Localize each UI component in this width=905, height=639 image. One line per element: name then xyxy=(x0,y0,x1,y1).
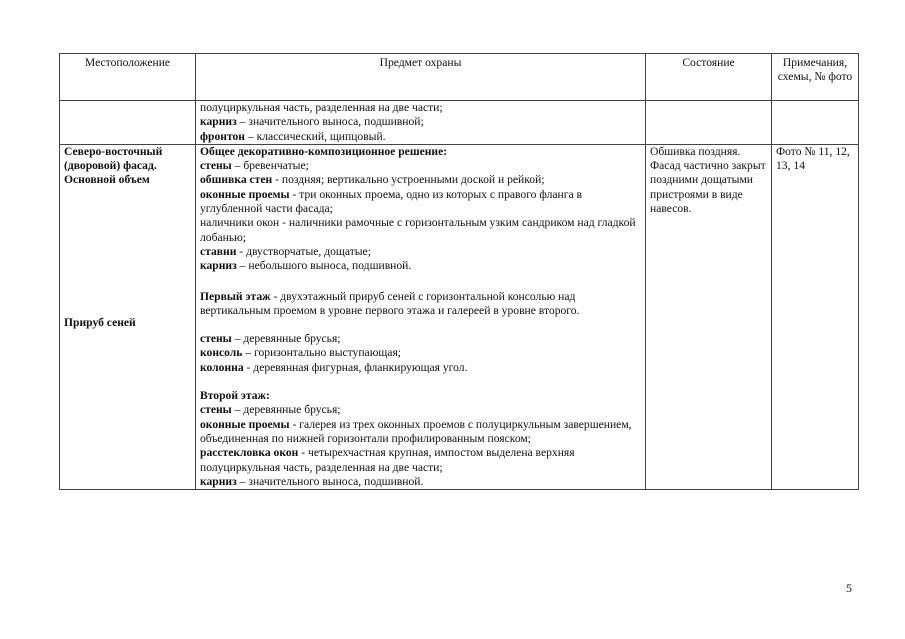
list-item xyxy=(200,418,641,447)
list-item xyxy=(200,475,641,489)
item-term: карниз xyxy=(200,115,237,129)
item-text: наличники окон - наличники рамочные с горизонтальным узким сандриком над гладкой лобанью; xyxy=(200,216,636,244)
item-term: ставни xyxy=(200,244,237,258)
second-floor-heading: Второй этаж: xyxy=(200,389,270,403)
table-row-northeast-facade xyxy=(60,144,859,489)
list-item xyxy=(200,101,641,115)
item-text: - галерея из трех оконных проемов с полуциркульным завершением, объединенная по нижней горизонтали профилированным пояском; xyxy=(200,417,632,445)
location-main-facade: Северо-восточный (дворовой) фасад. Основной объем xyxy=(64,144,163,187)
list-item xyxy=(200,216,641,245)
continuation-list xyxy=(200,101,641,144)
list-item xyxy=(200,188,641,217)
list-item xyxy=(200,173,641,187)
item-text: полуциркульная часть, разделенная на две части; xyxy=(200,101,443,114)
item-text: – деревянные брусья; xyxy=(231,332,341,346)
table-row-continuation xyxy=(60,101,859,145)
item-term: стены xyxy=(200,332,232,346)
header-condition: Состояние xyxy=(646,54,772,101)
item-text: - поздняя; вертикально устроенными доской и рейкой; xyxy=(272,173,545,187)
list-item xyxy=(200,332,641,346)
cell-location xyxy=(60,144,196,489)
item-term: стены xyxy=(200,403,232,417)
list-item xyxy=(200,115,641,129)
cell-condition-empty xyxy=(646,101,772,145)
first-floor-text: - двухэтажный прируб сеней с горизонтальной консолью над вертикальным проемом в уровне первого этажа и галереей в уровне второго. xyxy=(200,289,580,317)
header-notes: Примечания, схемы, № фото xyxy=(772,54,859,101)
cell-subject xyxy=(196,144,646,489)
item-text: - деревянная фигурная, фланкирующая угол. xyxy=(243,360,468,374)
header-location: Местоположение xyxy=(60,54,196,101)
cell-location-empty xyxy=(60,101,196,145)
protection-subject-table xyxy=(59,53,859,490)
item-text: – значительного выноса, подшивной; xyxy=(236,115,424,129)
table-header-row xyxy=(60,54,859,101)
cell-notes: Фото № 11, 12, 13, 14 xyxy=(772,144,859,489)
item-text: – бревенчатые; xyxy=(231,159,309,173)
list-item xyxy=(200,159,641,173)
list-item xyxy=(200,361,641,375)
item-text: – классический, щипцовый. xyxy=(244,129,386,143)
list-item xyxy=(200,446,641,475)
first-floor-heading: Первый этаж xyxy=(200,289,271,303)
item-text: – небольшого выноса, подшивной. xyxy=(236,259,412,273)
cell-notes-empty xyxy=(772,101,859,145)
list-item xyxy=(200,346,641,360)
first-floor-paragraph xyxy=(200,290,641,319)
item-text: - двустворчатые, дощатые; xyxy=(236,244,371,258)
item-term: колонна xyxy=(200,360,244,374)
list-item xyxy=(200,403,641,417)
list-item xyxy=(200,130,641,144)
cell-condition: Обшивка поздняя. Фасад частично закрыт поздними дощатыми пристроями в виде навесов. xyxy=(646,144,772,489)
item-term: расстекловка окон xyxy=(200,446,299,460)
item-term: обшивка стен xyxy=(200,173,273,187)
item-term: оконные проемы xyxy=(200,417,290,431)
facade-heading: Общее декоративно-композиционное решение: xyxy=(200,144,448,158)
item-term: карниз xyxy=(200,474,237,488)
first-floor-items-list xyxy=(200,332,641,375)
facade-items-list xyxy=(200,159,641,273)
item-term: оконные проемы xyxy=(200,187,290,201)
item-text: – горизонтально выступающая; xyxy=(242,346,401,360)
list-item xyxy=(200,245,641,259)
item-term: консоль xyxy=(200,346,243,360)
header-subject: Предмет охраны xyxy=(196,54,646,101)
item-term: карниз xyxy=(200,259,237,273)
item-text: - три оконных проема, одно из которых с правого фланга в углубленной части фасада; xyxy=(200,187,582,216)
item-text: – значительного выноса, подшивной. xyxy=(236,474,424,488)
page-number: 5 xyxy=(846,581,852,595)
item-text: - четырехчастная крупная, импостом выделена верхняя полуциркульная часть, разделенная на две части; xyxy=(200,446,575,474)
item-text: – деревянные брусья; xyxy=(231,403,341,417)
item-term: фронтон xyxy=(200,129,245,143)
second-floor-items-list xyxy=(200,403,641,489)
item-term: стены xyxy=(200,159,232,173)
location-porch-extension: Прируб сеней xyxy=(64,315,136,329)
list-item xyxy=(200,259,641,273)
cell-subject-continuation xyxy=(196,101,646,145)
